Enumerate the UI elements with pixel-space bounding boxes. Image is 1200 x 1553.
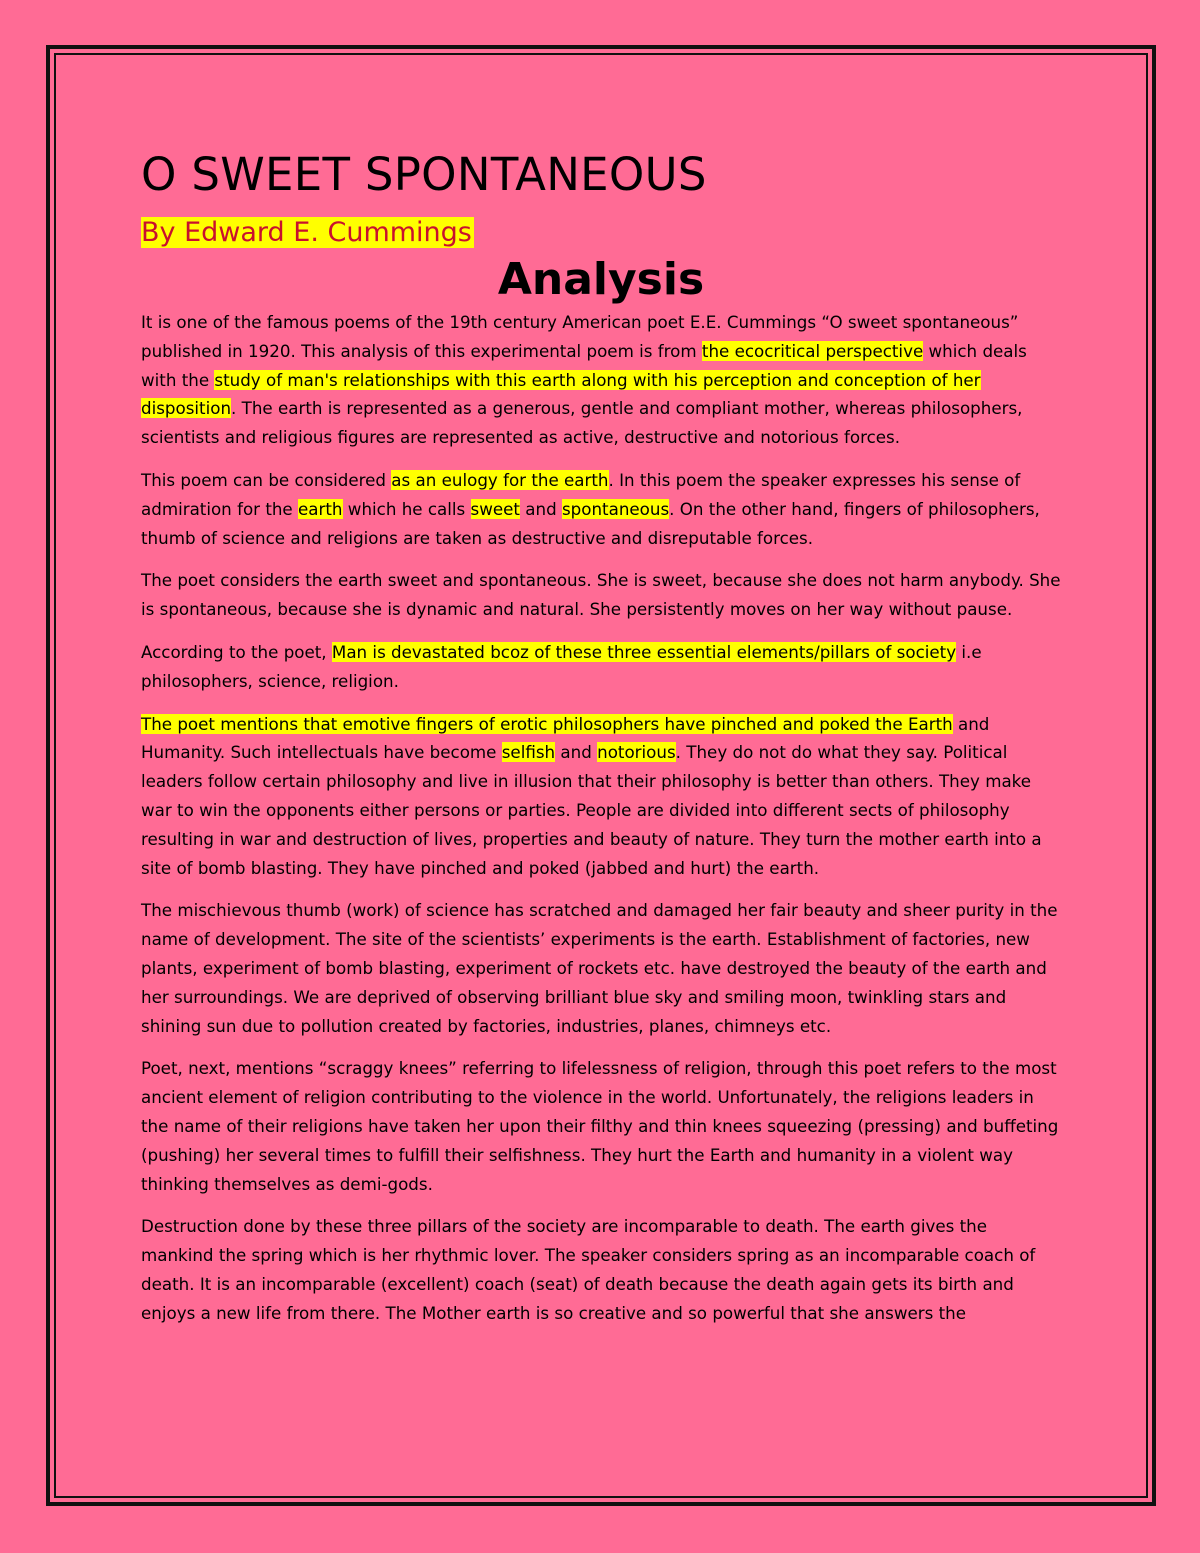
- highlighted-text: The poet mentions that emotive fingers of erotic philosophers have pinched and poked the Earth: [141, 713, 953, 734]
- text-run: Destruction done by these three pillars of the society are incomparable to death. The earth gives the mankind the spring which is her rhythmic lover. The speaker considers spring as an incomparable coach of death. It is an incomparable (excellent) coach (seat) of death because the death again gets its birth and enjoys a new life from there. The Mother earth is so creative and so powerful that she answers the: [141, 1216, 1036, 1323]
- text-run: and Humanity. Such intellectuals have become: [141, 713, 990, 763]
- document-content: [141, 140, 1061, 1342]
- body-text: [141, 308, 1061, 1328]
- text-run: The mischievous thumb (work) of science has scratched and damaged her fair beauty and sheer purity in the name of development. The site of the scientists’ experiments is the earth. Establishment of factories, new plants, experiment of bomb blasting, experiment of rockets etc. have destroyed the beauty of the earth and her surroundings. We are deprived of observing brilliant blue sky and smiling moon, twinkling stars and shining sun due to pollution created by factories, industries, planes, chimneys etc.: [141, 900, 1058, 1036]
- highlighted-text: selfish: [501, 742, 556, 763]
- paragraph: [141, 308, 1061, 452]
- highlighted-text: as an eulogy for the earth: [391, 469, 609, 490]
- highlighted-text: Man is devastated bcoz of these three essential elements/pillars of society: [331, 641, 957, 662]
- paragraph: [141, 1212, 1061, 1327]
- text-run: . The earth is represented as a generous, gentle and compliant mother, whereas philosophers, scientists and religious figures are represented as active, destructive and notorious forces.: [141, 398, 1023, 448]
- text-run: and: [519, 498, 562, 519]
- text-run: and: [555, 742, 598, 763]
- text-run: which deals with the: [141, 340, 1027, 390]
- paragraph: [141, 638, 1061, 696]
- text-run: The poet considers the earth sweet and spontaneous. She is sweet, because she does not harm anybody. She is spontaneous, because she is dynamic and natural. She persistently moves on her way without pause.: [141, 570, 1061, 620]
- text-run: Poet, next, mentions “scraggy knees” referring to lifelessness of religion, through this poet refers to the most ancient element of religion contributing to the violence in the world. Unfortunately, the religions leaders in the name of their religions have taken her upon their filthy and thin knees squeezing (pressing) and buffeting (pushing) her several times to fulfill their selfishness. They hurt the Earth and humanity in a violent way thinking themselves as demi-gods.: [141, 1058, 1059, 1194]
- paragraph: [141, 1054, 1061, 1198]
- text-run: . On the other hand, fingers of philosophers, thumb of science and religions are taken as destructive and disreputable forces.: [141, 498, 1040, 548]
- highlighted-text: earth: [298, 498, 343, 519]
- highlighted-text: the ecocritical perspective: [701, 340, 924, 361]
- author-line: [141, 216, 1061, 250]
- highlighted-text: sweet: [470, 498, 520, 519]
- text-run: . They do not do what they say. Political leaders follow certain philosophy and live in illusion that their philosophy is better than others. They make war to win the opponents either persons or parties. People are divided into different sects of philosophy resulting in war and destruction of lives, properties and beauty of nature. They turn the mother earth into a site of bomb blasting. They have pinched and poked (jabbed and hurt) the earth.: [141, 742, 1042, 878]
- paragraph: [141, 466, 1061, 552]
- paragraph: [141, 566, 1061, 624]
- paragraph: [141, 710, 1061, 883]
- document-title: O SWEET SPONTANEOUS: [141, 148, 707, 201]
- highlighted-text: spontaneous: [561, 498, 670, 519]
- text-run: It is one of the famous poems of the 19th century American poet E.E. Cummings “O sweet spontaneous” published in 1920. This analysis of this experimental poem is from: [141, 312, 1019, 361]
- paragraph: [141, 896, 1061, 1040]
- author-name: By Edward E. Cummings: [141, 217, 472, 248]
- text-run: This poem can be considered: [141, 469, 392, 490]
- text-run: . In this poem the speaker expresses his sense of admiration for the: [141, 469, 1021, 519]
- highlighted-text: notorious: [597, 742, 676, 763]
- text-run: i.e philosophers, science, religion.: [141, 641, 982, 691]
- text-run: According to the poet,: [141, 641, 332, 662]
- text-run: which he calls: [342, 498, 471, 519]
- highlighted-text: study of man's relationships with this earth along with his perception and conception of her disposition: [141, 369, 981, 419]
- analysis-heading: Analysis: [497, 254, 705, 305]
